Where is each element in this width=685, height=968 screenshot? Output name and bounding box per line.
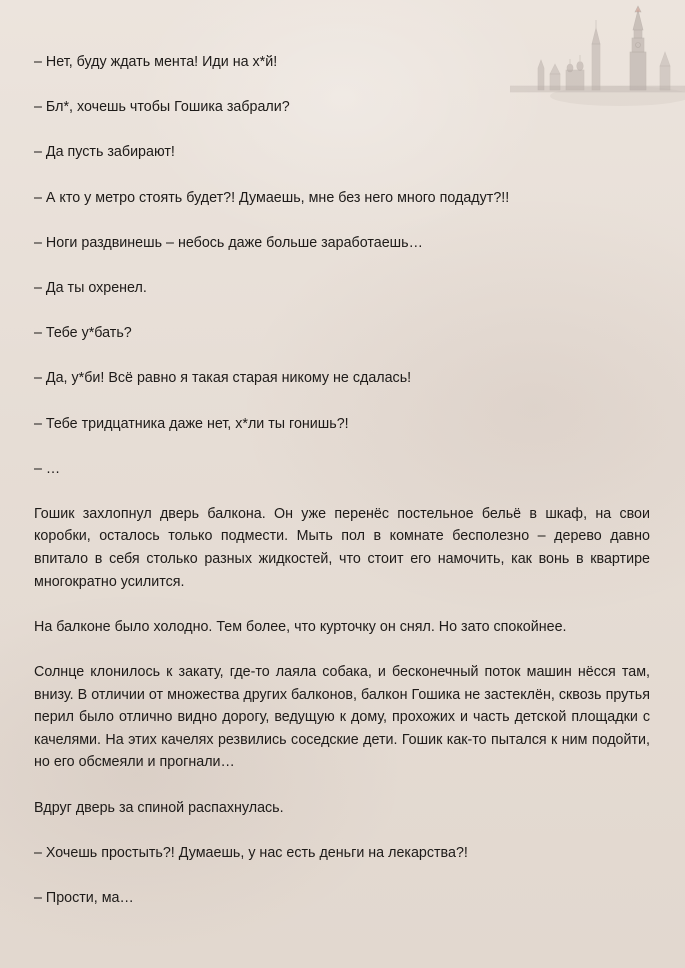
dialogue-line: – Да, у*би! Всё равно я такая старая никому не сдалась! bbox=[34, 370, 412, 387]
dialogue-line: – Тебе тридцатника даже нет, х*ли ты гонишь?! bbox=[34, 415, 349, 432]
story-text bbox=[34, 51, 650, 932]
dialogue-line: – Нет, буду ждать мента! Иди на х*й! bbox=[34, 54, 278, 70]
dialogue-line: – Бл*, хочешь чтобы Гошика забрали? bbox=[34, 99, 290, 116]
narrative-paragraph: Солнце клонилось к закату, где-то лаяла собака, и бесконечный поток машин нёсся там, внизу. В отличии от множества других балконов, балкон Гошика не застеклён, сквозь прутья перил было отлично видно дорогу, ведущую к дому, прохожих и часть детской площадки с качелями. На этих качелях резвились соседские дети. Гошик как-то пытался к ним подойти, но его обсмеяли и прогнали… bbox=[34, 664, 650, 771]
narrative-paragraph: Вдруг дверь за спиной распахнулась. bbox=[34, 799, 284, 816]
dialogue-line: – Тебе у*бать? bbox=[34, 325, 132, 342]
dialogue-line: – Да ты охренел. bbox=[34, 279, 147, 296]
narrative-paragraph: На балконе было холодно. Тем более, что курточку он снял. Но зато спокойнее. bbox=[34, 618, 567, 635]
narrative-paragraph: Гошик захлопнул дверь балкона. Он уже перенёс постельное бельё в шкаф, на свои коробки, осталось только подмести. Мыть пол в комнате бесполезно – дерево давно впитало в себя столько разных жидкостей, что стоит его намочить, как вонь в квартире многократно усилится. bbox=[34, 505, 650, 590]
dialogue-line: – Ноги раздвинешь – небось даже больше заработаешь… bbox=[34, 234, 423, 251]
dialogue-line: – … bbox=[34, 460, 61, 477]
dialogue-line: – Хочешь простыть?! Думаешь, у нас есть деньги на лекарства?! bbox=[34, 844, 468, 861]
dialogue-line: – А кто у метро стоять будет?! Думаешь, мне без него много подадут?!! bbox=[34, 189, 510, 206]
dialogue-line: – Да пусть забирают! bbox=[34, 144, 175, 161]
dialogue-line: – Прости, ма… bbox=[34, 889, 134, 906]
